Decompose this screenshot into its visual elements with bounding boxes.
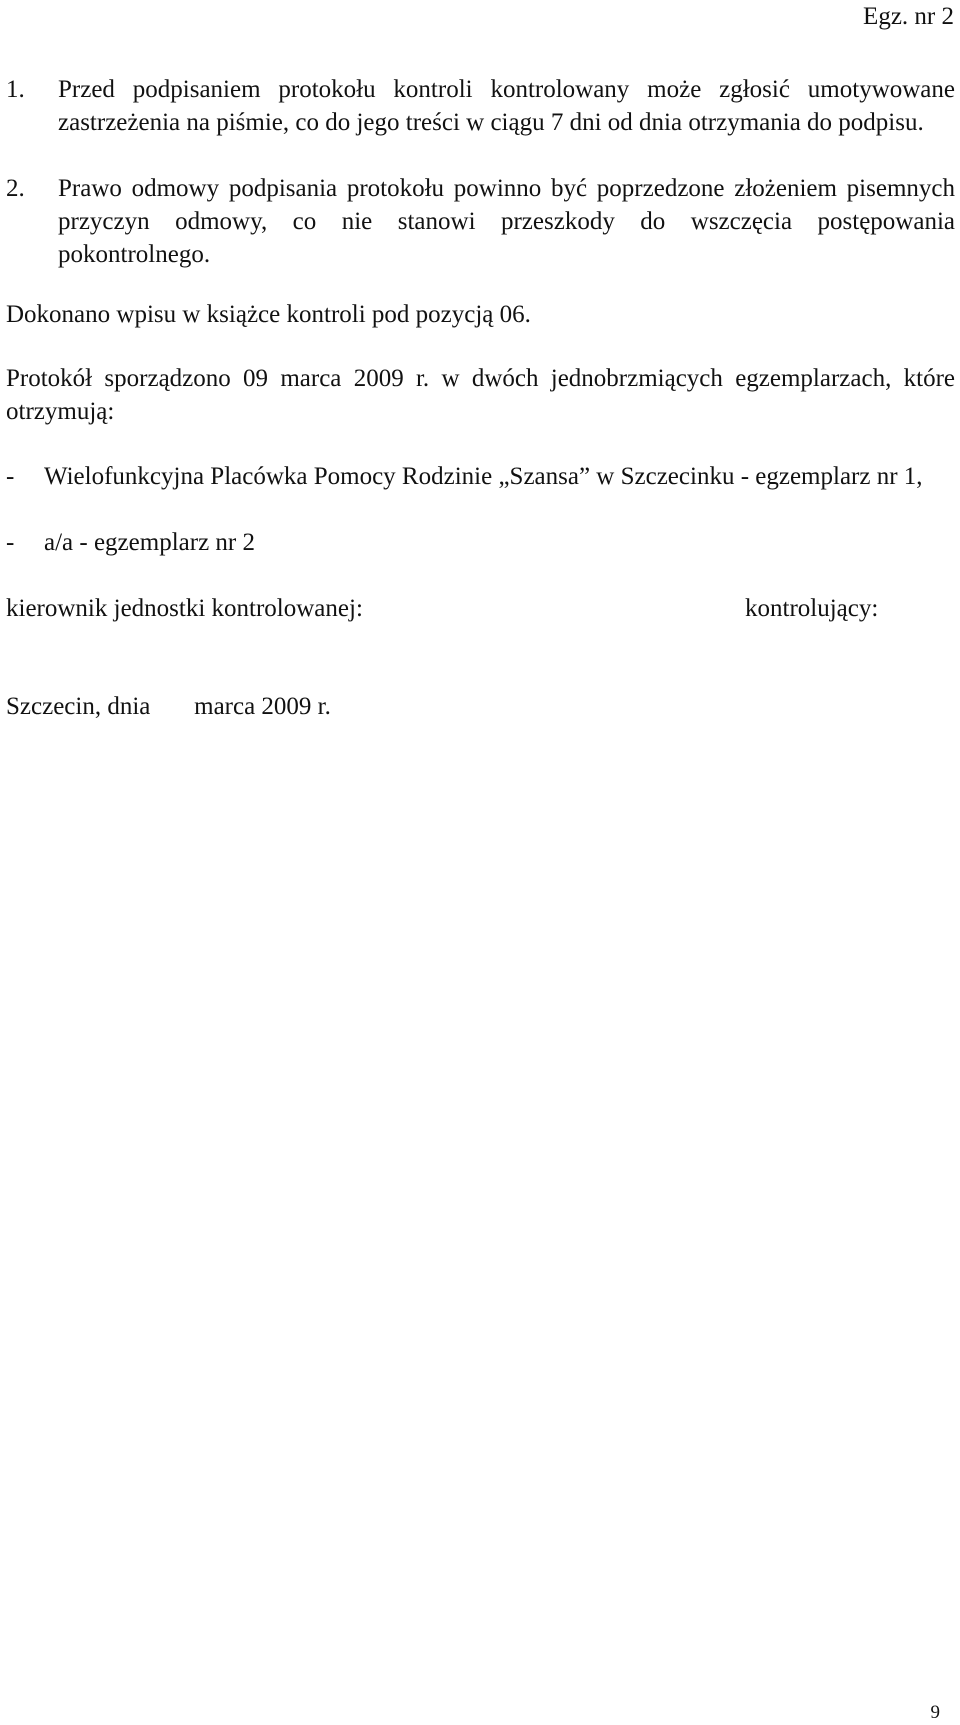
inspection-book-entry: Dokonano wpisu w książce kontroli pod pozycją 06. [6,301,531,328]
list-dash: - [6,463,15,490]
recipient-text: a/a - egzemplarz nr 2 [44,529,255,556]
protocol-statement: Protokół sporządzono 09 marca 2009 r. w dwóch jednobrzmiących egzemplarzach, które otrzymują: [6,365,955,425]
objection-item-2 [0,172,955,271]
recipient-item-2 [0,526,955,559]
item-text: Prawo odmowy podpisania protokołu powinno być poprzedzone złożeniem pisemnych przyczyn odmowy, co nie stanowi przeszkody do wszczęcia postępowania pokontrolnego. [58,175,955,268]
item-number: 2. [6,175,25,202]
item-number: 1. [6,76,25,103]
signature-label-inspector: kontrolujący: [745,595,879,622]
signature-label-inspected-head: kierownik jednostki kontrolowanej: [6,595,363,622]
recipient-text: Wielofunkcyjna Placówka Pomocy Rodzinie „Szansa” w Szczecinku - egzemplarz nr 1, [44,463,923,490]
objection-item-1 [0,73,955,139]
copy-number-label: Egz. nr 2 [863,3,954,30]
item-text: Przed podpisaniem protokołu kontroli kontrolowany może zgłosić umotywowane zastrzeżenia na piśmie, co do jego treści w ciągu 7 dni od dnia otrzymania do podpisu. [58,76,955,136]
recipient-item-1 [0,460,955,493]
place-and-date: Szczecin, dnia marca 2009 r. [6,693,331,720]
page-number: 9 [930,1702,940,1723]
list-dash: - [6,529,15,556]
